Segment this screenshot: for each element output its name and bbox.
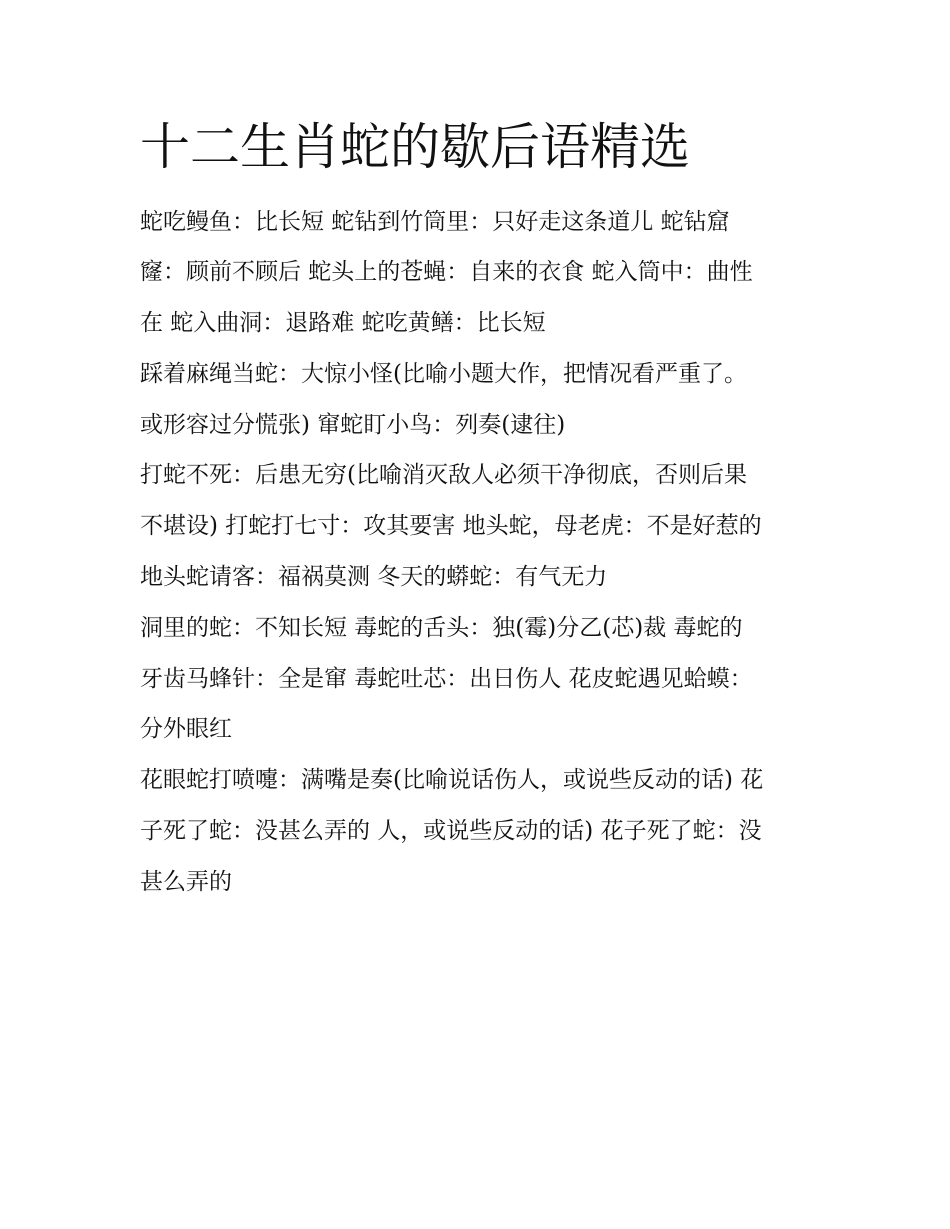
text-line: 不堪设) 打蛇打七寸：攻其要害 地头蛇，母老虎：不是好惹的 bbox=[140, 513, 762, 539]
text-line: 打蛇不死：后患无穷(比喻消灭敌人必须干净彻底，否则后果 bbox=[140, 462, 747, 488]
document-title: 十二生肖蛇的歇后语精选 bbox=[140, 118, 690, 176]
text-line: 甚么弄的 bbox=[140, 869, 232, 895]
text-line: 在 蛇入曲洞：退路难 蛇吃黄鳝：比长短 bbox=[140, 310, 546, 336]
text-line: 子死了蛇：没甚么弄的 人，或说些反动的话) 花子死了蛇：没 bbox=[140, 818, 762, 844]
text-line: 蛇吃鳗鱼：比长短 蛇钻到竹筒里：只好走这条道儿 蛇钻窟 bbox=[140, 209, 730, 235]
text-line: 或形容过分慌张) 窜蛇盯小鸟：列奏(逮往) bbox=[140, 412, 566, 438]
text-line: 踩着麻绳当蛇：大惊小怪(比喻小题大作，把情况看严重了。 bbox=[140, 361, 747, 387]
text-line: 洞里的蛇：不知长短 毒蛇的舌头：独(霉)分乙(芯)裁 毒蛇的 bbox=[140, 615, 743, 641]
text-line: 地头蛇请客：福祸莫测 冬天的蟒蛇：有气无力 bbox=[140, 564, 608, 590]
text-line: 窿：顾前不顾后 蛇头上的苍蝇：自来的衣食 蛇入筒中：曲性 bbox=[140, 259, 753, 285]
text-line: 分外眼红 bbox=[140, 716, 232, 742]
text-line: 花眼蛇打喷嚏：满嘴是奏(比喻说话伤人，或说些反动的话) 花 bbox=[140, 767, 764, 793]
text-line: 牙齿马蜂针：全是窜 毒蛇吐芯：出日伤人 花皮蛇遇见蛤蟆： bbox=[140, 666, 753, 692]
